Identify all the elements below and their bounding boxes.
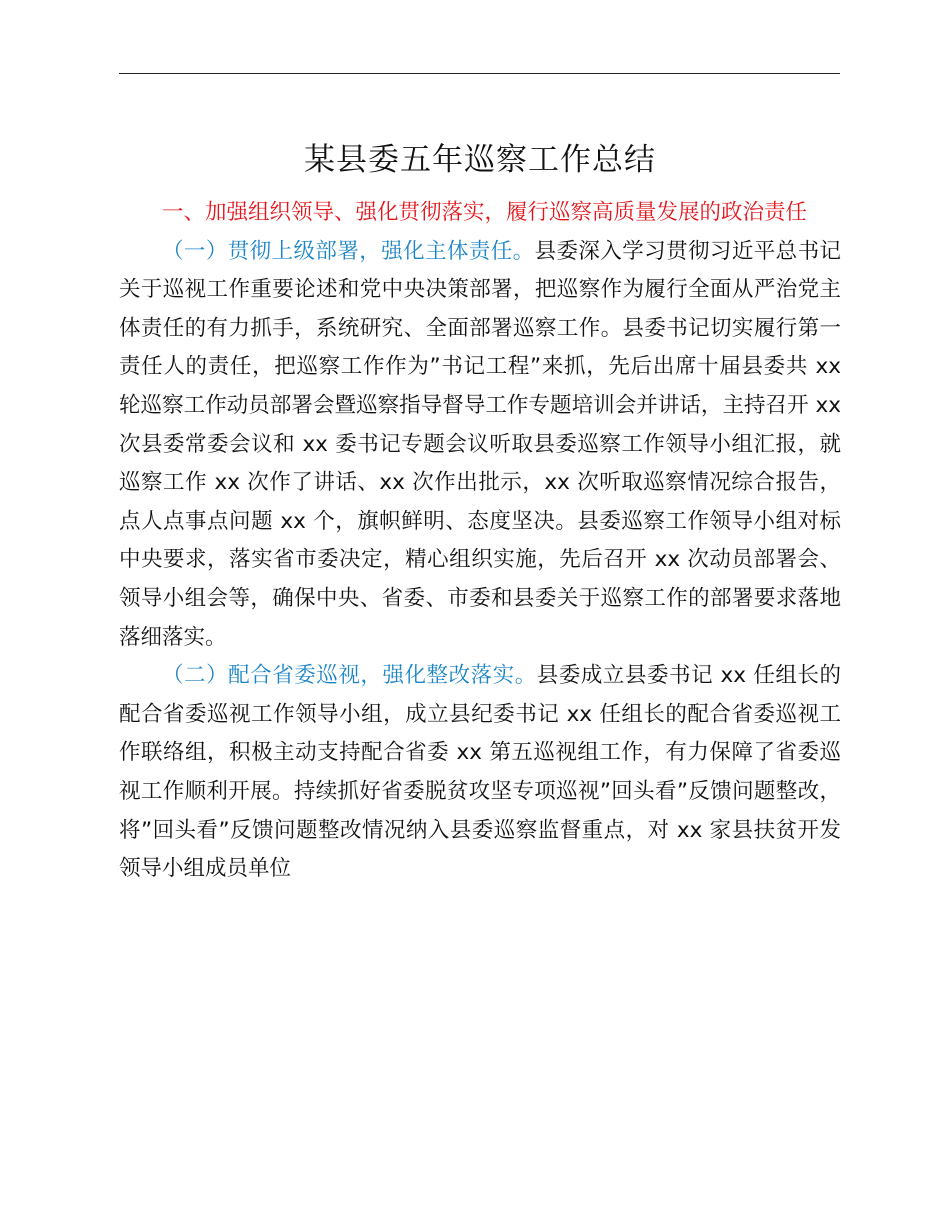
subheading-2: （二）配合省委巡视，强化整改落实。 [162,663,537,689]
paragraph-2-body: 县委成立县委书记 xx 任组长的配合省委巡视工作领导小组，成立县纪委书记 xx 任组长的配合省委巡视工作联络组，积极主动支持配合省委 xx 第五巡视组工作，有力保障了省委巡视工作顺利开展。持续抓好省委脱贫攻坚专项巡视”回头看”反馈问题整改，将”回头看”反馈问题整改情况纳入县委巡察监督重点，对 xx 家县扶贫开发领导小组成员单位 [119,663,841,882]
paragraph-2 [119,657,841,889]
paragraph-1 [119,233,841,658]
document-body [119,132,841,889]
section-heading-1: 一、加强组织领导、强化贯彻落实，履行巡察高质量发展的政治责任 [162,200,808,225]
document-title: 某县委五年巡察工作总结 [304,142,656,178]
paragraph-1-body: 县委深入学习贯彻习近平总书记关于巡视工作重要论述和党中央决策部署，把巡察作为履行全面从严治党主体责任的有力抓手，系统研究、全面部署巡察工作。县委书记切实履行第一责任人的责任，把巡察工作作为”书记工程”来抓，先后出席十届县委共 xx 轮巡察工作动员部署会暨巡察指导督导工作专题培训会并讲话，主持召开 xx 次县委常委会议和 xx 委书记专题会议听取县委巡察工作领导小组汇报，就巡察工作 xx 次作了讲话、xx 次作出批示，xx 次听取巡察情况综合报告，点人点事点问题 xx 个，旗帜鲜明、态度坚决。县委巡察工作领导小组对标中央要求，落实省市委决定，精心组织实施，先后召开 xx 次动员部署会、领导小组会等，确保中央、省委、市委和县委关于巡察工作的部署要求落地落细落实。 [119,238,841,650]
header-rule [119,73,840,74]
subheading-1: （一）贯彻上级部署，强化主体责任。 [162,238,535,264]
